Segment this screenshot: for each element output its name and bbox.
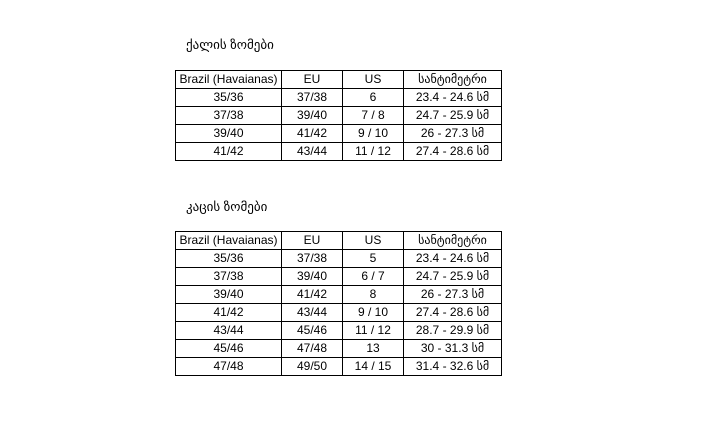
- cell-centimeters: 27.4 - 28.6 სმ: [404, 143, 502, 161]
- men-sizes-title: კაცის ზომები: [186, 199, 268, 214]
- cell-brazil: 37/38: [176, 107, 282, 125]
- table-row: [176, 107, 502, 125]
- table-row: [176, 89, 502, 107]
- cell-us: 6 / 7: [343, 268, 404, 286]
- men-size-table: [175, 231, 502, 376]
- table-header-row: [176, 71, 502, 89]
- cell-eu: 37/38: [282, 89, 343, 107]
- cell-eu: 47/48: [282, 340, 343, 358]
- header-us: US: [343, 71, 404, 89]
- cell-us: 8: [343, 286, 404, 304]
- cell-centimeters: 27.4 - 28.6 სმ: [404, 304, 502, 322]
- cell-brazil: 35/36: [176, 89, 282, 107]
- cell-us: 6: [343, 89, 404, 107]
- header-us: US: [343, 232, 404, 250]
- cell-us: 14 / 15: [343, 358, 404, 376]
- cell-eu: 43/44: [282, 304, 343, 322]
- cell-brazil: 47/48: [176, 358, 282, 376]
- cell-us: 11 / 12: [343, 143, 404, 161]
- cell-brazil: 41/42: [176, 304, 282, 322]
- cell-eu: 39/40: [282, 268, 343, 286]
- header-brazil: Brazil (Havaianas): [176, 232, 282, 250]
- cell-eu: 41/42: [282, 125, 343, 143]
- header-centimeters: სანტიმეტრი: [404, 71, 502, 89]
- women-sizes-title: ქალის ზომები: [186, 37, 274, 52]
- cell-centimeters: 23.4 - 24.6 სმ: [404, 250, 502, 268]
- cell-eu: 37/38: [282, 250, 343, 268]
- table-row: [176, 143, 502, 161]
- cell-centimeters: 24.7 - 25.9 სმ: [404, 268, 502, 286]
- cell-eu: 41/42: [282, 286, 343, 304]
- cell-centimeters: 26 - 27.3 სმ: [404, 286, 502, 304]
- cell-us: 13: [343, 340, 404, 358]
- cell-brazil: 39/40: [176, 286, 282, 304]
- table-row: [176, 250, 502, 268]
- table-row: [176, 322, 502, 340]
- cell-brazil: 45/46: [176, 340, 282, 358]
- cell-us: 7 / 8: [343, 107, 404, 125]
- cell-brazil: 43/44: [176, 322, 282, 340]
- table-header-row: [176, 232, 502, 250]
- cell-eu: 45/46: [282, 322, 343, 340]
- header-centimeters: სანტიმეტრი: [404, 232, 502, 250]
- cell-centimeters: 23.4 - 24.6 სმ: [404, 89, 502, 107]
- cell-eu: 39/40: [282, 107, 343, 125]
- cell-brazil: 39/40: [176, 125, 282, 143]
- cell-centimeters: 31.4 - 32.6 სმ: [404, 358, 502, 376]
- cell-us: 9 / 10: [343, 125, 404, 143]
- cell-us: 5: [343, 250, 404, 268]
- cell-brazil: 41/42: [176, 143, 282, 161]
- table-row: [176, 304, 502, 322]
- cell-centimeters: 28.7 - 29.9 სმ: [404, 322, 502, 340]
- table-row: [176, 340, 502, 358]
- cell-eu: 49/50: [282, 358, 343, 376]
- table-row: [176, 125, 502, 143]
- cell-brazil: 35/36: [176, 250, 282, 268]
- cell-centimeters: 30 - 31.3 სმ: [404, 340, 502, 358]
- header-eu: EU: [282, 71, 343, 89]
- header-eu: EU: [282, 232, 343, 250]
- header-brazil: Brazil (Havaianas): [176, 71, 282, 89]
- cell-us: 9 / 10: [343, 304, 404, 322]
- women-size-table: [175, 70, 502, 161]
- table-row: [176, 286, 502, 304]
- cell-us: 11 / 12: [343, 322, 404, 340]
- cell-eu: 43/44: [282, 143, 343, 161]
- cell-brazil: 37/38: [176, 268, 282, 286]
- table-row: [176, 268, 502, 286]
- cell-centimeters: 24.7 - 25.9 სმ: [404, 107, 502, 125]
- table-row: [176, 358, 502, 376]
- cell-centimeters: 26 - 27.3 სმ: [404, 125, 502, 143]
